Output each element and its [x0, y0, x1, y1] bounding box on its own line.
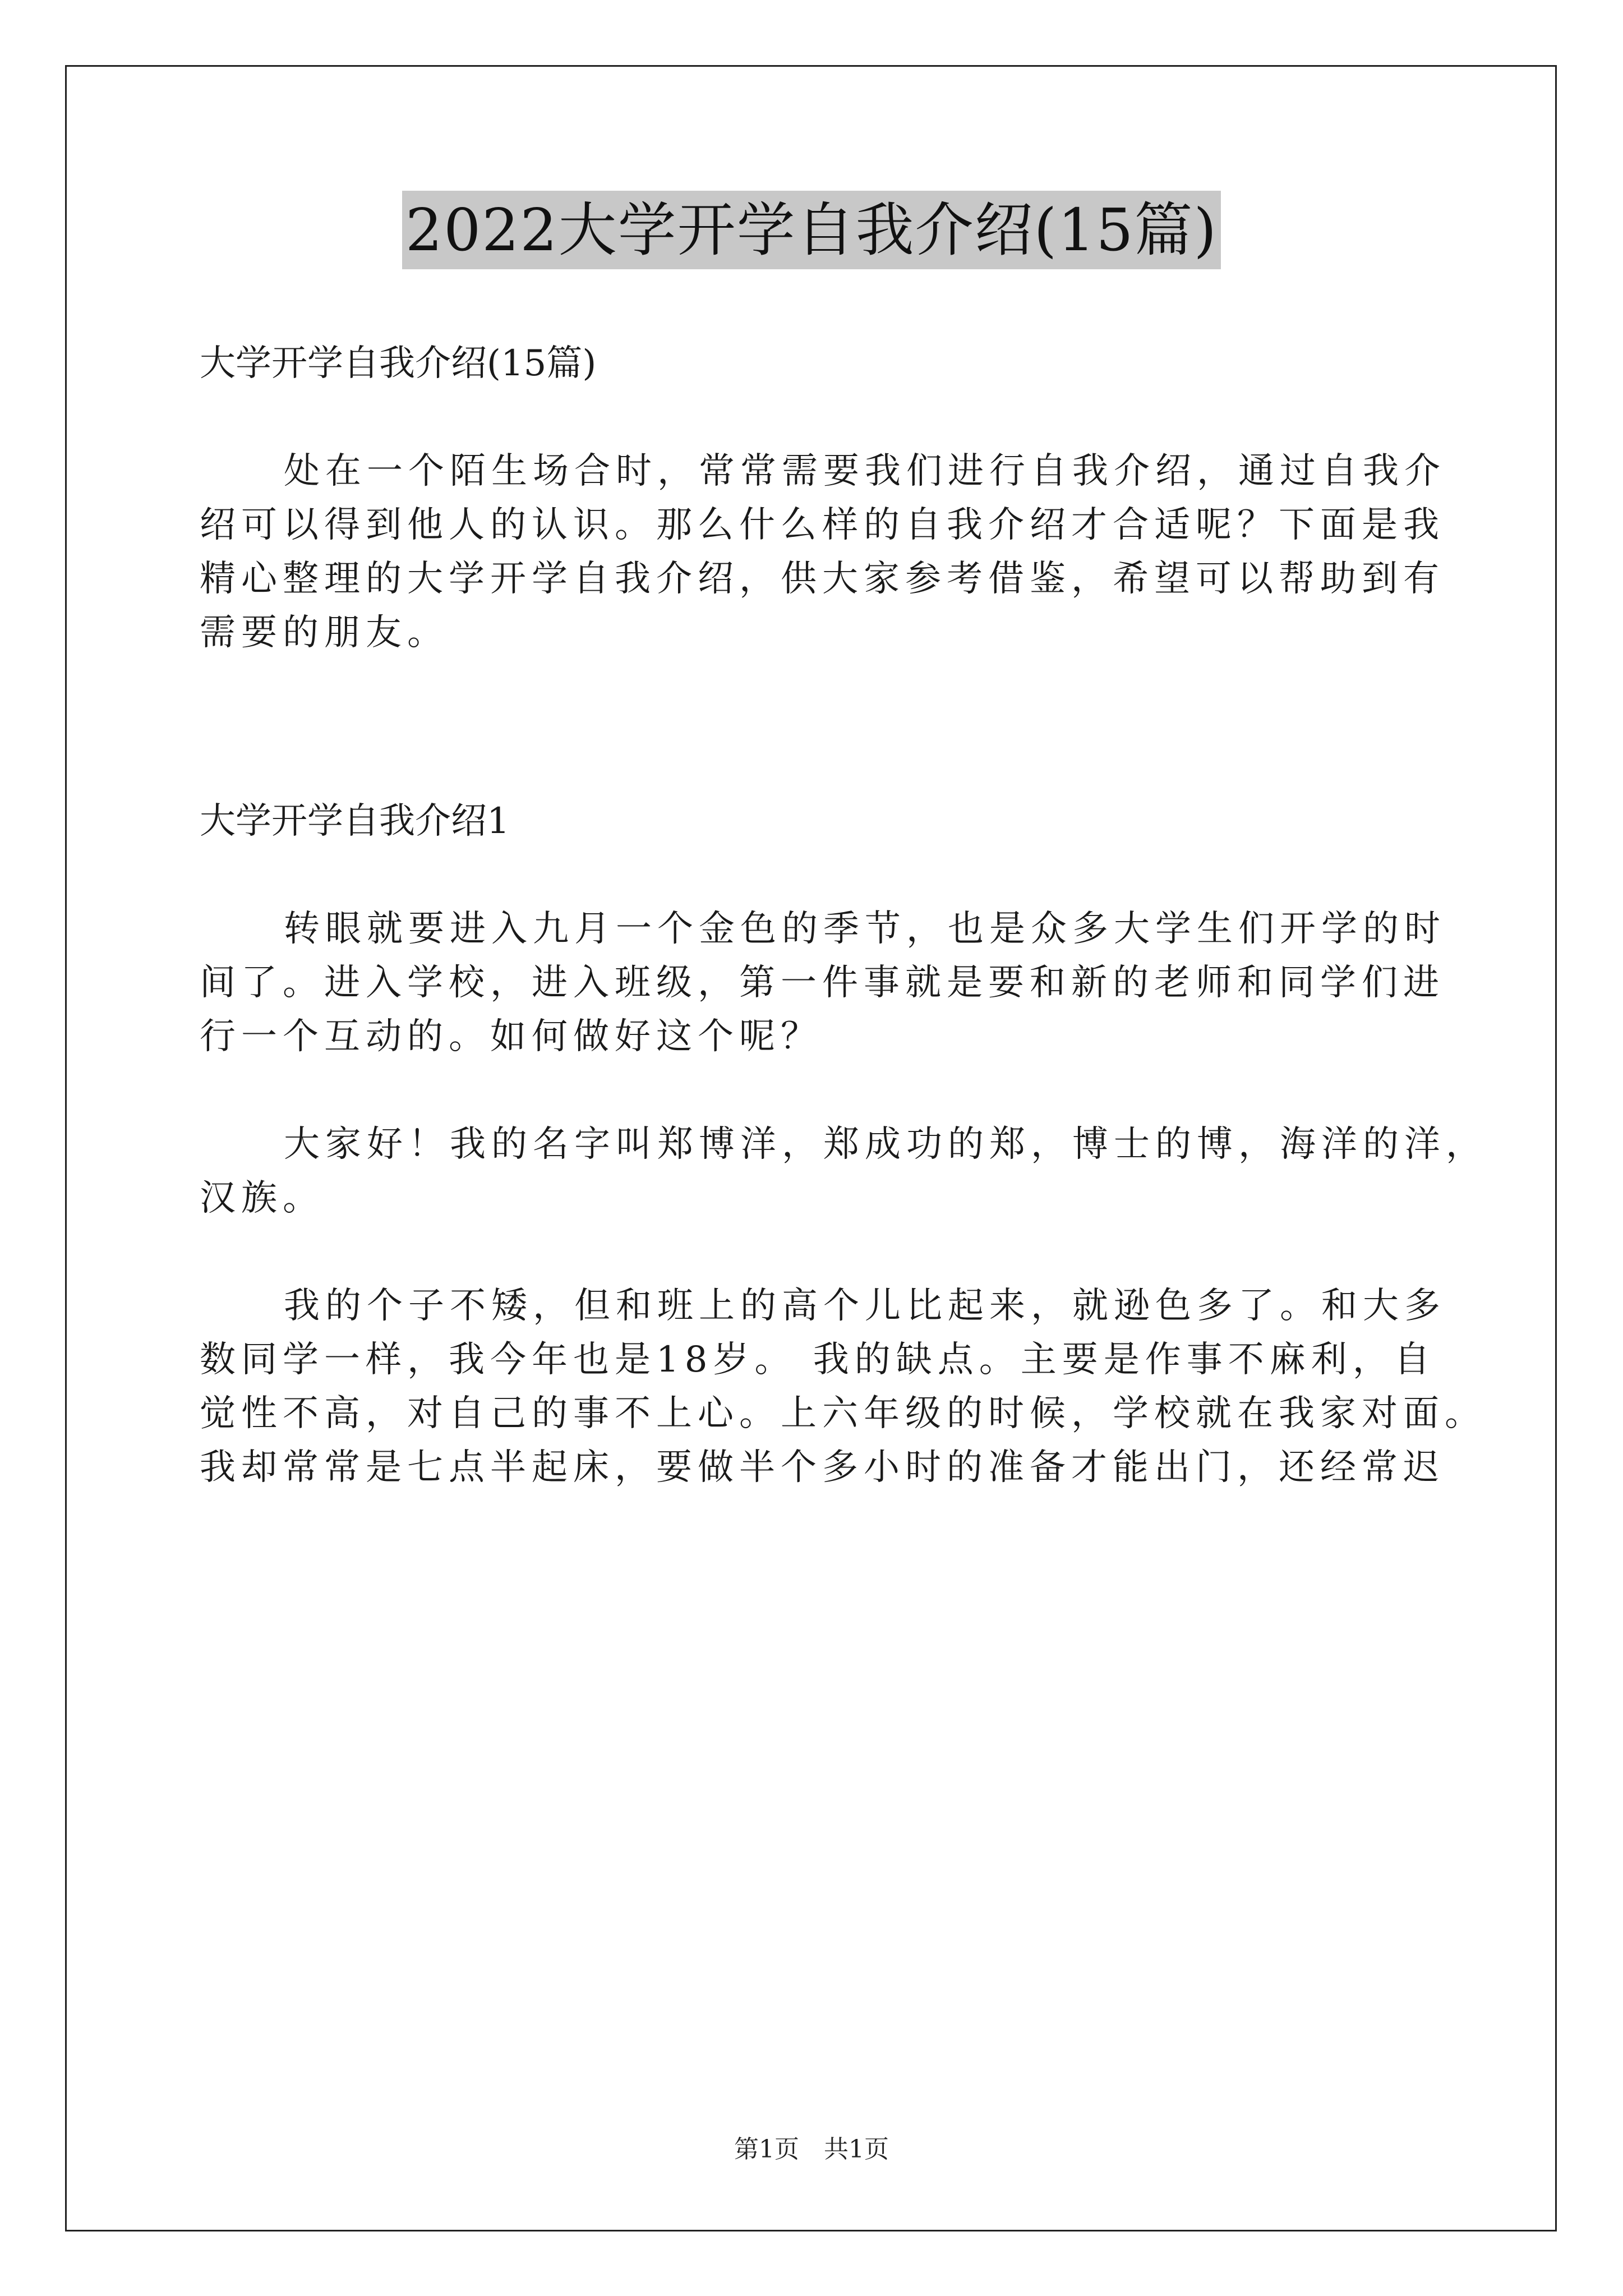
paragraph-line: 数同学一样，我今年也是18岁。 我的缺点。主要是作事不麻利，自 [200, 1339, 1436, 1381]
spacer [200, 390, 1433, 444]
paragraph-2 [200, 1117, 1487, 1225]
paragraph-line: 我却常常是七点半起床，要做半个多小时的准备才能出门，还经常迟 [200, 1447, 1445, 1488]
page-number: 第1页 [734, 2135, 799, 2164]
paragraph-line: 觉性不高，对自己的事不上心。上六年级的时候，学校就在我家对面。 [200, 1393, 1486, 1434]
document-body [200, 337, 1487, 1494]
page-footer [0, 2133, 1623, 2166]
spacer [200, 848, 1433, 902]
paragraph-line: 行一个互动的。如何做好这个呢？ [200, 1016, 822, 1057]
spacer [200, 1064, 1433, 1117]
title-area [0, 191, 1623, 269]
paragraph-line: 我的个子不矮，但和班上的高个儿比起来，就逊色多了。和大多 [284, 1285, 1446, 1327]
intro-line: 绍可以得到他人的认识。那么什么样的自我介绍才合适呢？下面是我 [200, 504, 1445, 546]
intro-paragraph [200, 444, 1446, 660]
spacer [200, 1225, 1433, 1279]
paragraph-line: 转眼就要进入九月一个金色的季节，也是众多大学生们开学的时 [284, 908, 1446, 950]
page-total: 共1页 [824, 2135, 889, 2164]
paragraph-3 [200, 1279, 1486, 1494]
paragraph-line: 大家好！我的名字叫郑博洋，郑成功的郑，博士的博，海洋的洋， [284, 1124, 1487, 1165]
intro-line: 处在一个陌生场合时，常常需要我们进行自我介绍，通过自我介 [284, 450, 1446, 492]
spacer [200, 660, 1433, 794]
document-title: 2022大学开学自我介绍(15篇) [402, 191, 1221, 269]
paragraph-1 [200, 902, 1446, 1064]
section-heading: 大学开学自我介绍1 [200, 800, 510, 842]
document-subtitle: 大学开学自我介绍(15篇) [200, 343, 597, 384]
intro-line: 需要的朋友。 [200, 612, 449, 654]
paragraph-line: 间了。进入学校，进入班级，第一件事就是要和新的老师和同学们进 [200, 962, 1445, 1004]
intro-line: 精心整理的大学开学自我介绍，供大家参考借鉴，希望可以帮助到有 [200, 558, 1445, 600]
paragraph-line: 汉族。 [200, 1177, 324, 1219]
